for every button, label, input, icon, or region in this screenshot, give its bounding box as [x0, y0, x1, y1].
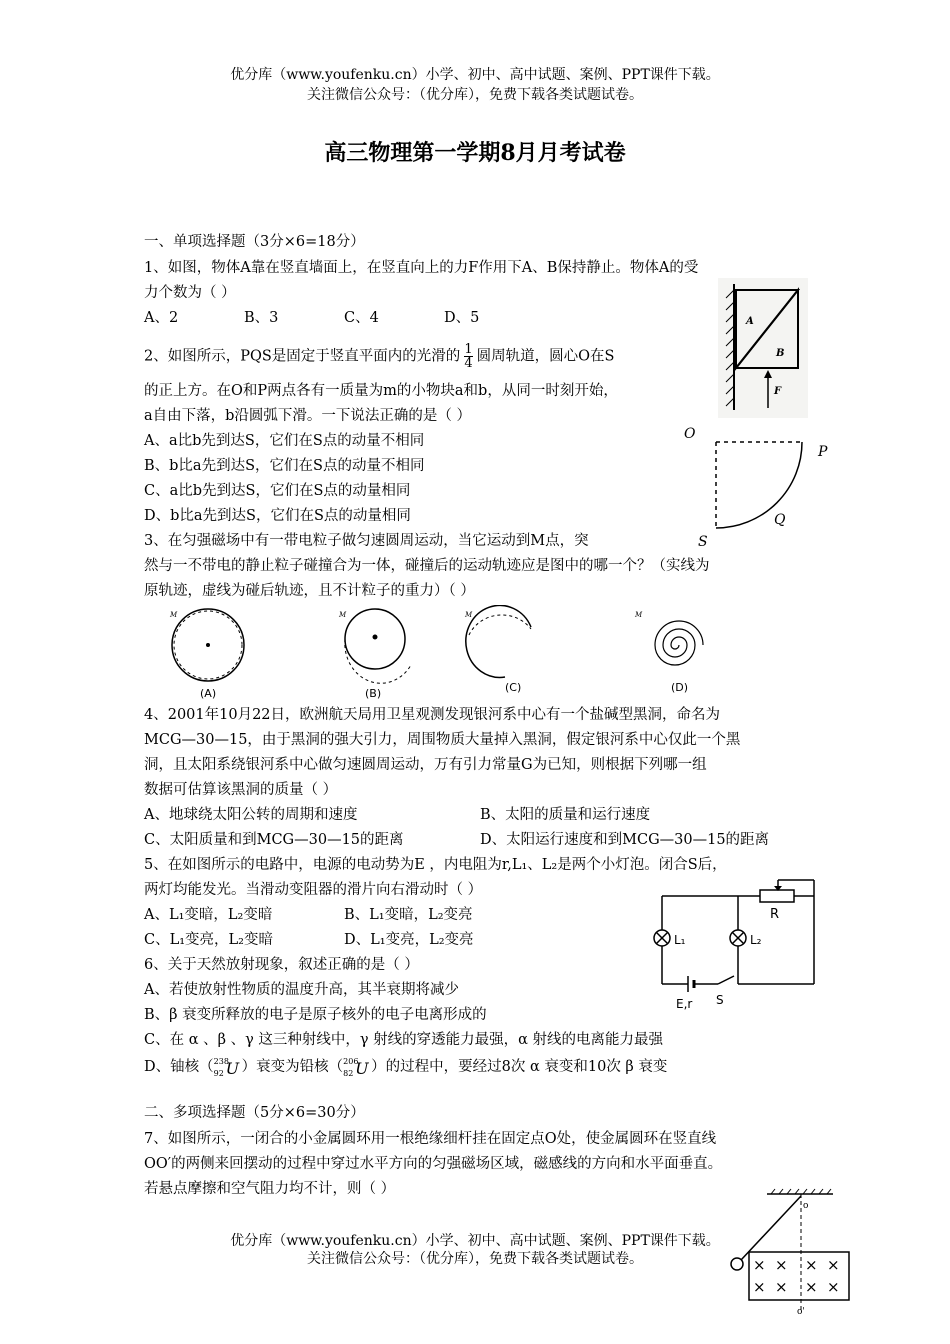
q2-option-c: C、a比b先到达S，它们在S点的动量相同 [144, 483, 411, 499]
q5-label-l1: L₁ [674, 933, 686, 947]
q6-line1: 6、关于天然放射现象，叙述正确的是（ ） [144, 957, 419, 973]
q3-b-m-label: M [339, 611, 347, 619]
q5-option-b: B、L₁变暗，L₂变亮 [344, 907, 473, 923]
lead-nuclide [343, 1057, 371, 1077]
q5-label-l2: L₂ [750, 933, 762, 947]
q5-label-s: S [716, 993, 724, 1007]
q7-line3: 若悬点摩擦和空气阻力均不计，则（ ） [144, 1181, 396, 1197]
q3-figure-d [625, 605, 725, 700]
q2-frac-den: 4 [464, 356, 473, 371]
q1-figure [718, 278, 808, 418]
q2-option-d: D、b比a先到达S，它们在S点的动量相同 [144, 508, 411, 524]
q1-option-a: A、2 [144, 310, 179, 326]
q2-line1-pre: 2、如图所示，PQS是固定于竖直平面内的光滑的 [144, 348, 461, 365]
q1-label-b: B [776, 348, 785, 359]
q7-label-o-top: o [803, 1201, 809, 1211]
q3-label-b: (B) [365, 687, 382, 700]
q6-d-post: ）的过程中，要经过8次 α 衰变和10次 β 衰变 [371, 1059, 668, 1075]
q2-label-s: S [698, 534, 708, 550]
q2-line2: 的正上方。在O和P两点各有一质量为m的小物块a和b，从同一时刻开始， [144, 383, 618, 399]
svg-text:×: × [805, 1278, 818, 1296]
q4-option-b: B、太阳的质量和运行速度 [480, 807, 651, 823]
q7-label-o-bottom: o' [797, 1307, 805, 1316]
q4-option-c: C、太阳质量和到MCG—30—15的距离 [144, 832, 404, 848]
q3-line2: 然与一不带电的静止粒子碰撞合为一体，碰撞后的运动轨迹应是图中的哪一个？（实线为 [144, 558, 710, 574]
q3-c-m-label: M [465, 611, 473, 619]
q2-line1 [144, 343, 614, 370]
q7-figure [725, 1188, 855, 1316]
footer-line-1: 优分库（www.youfenku.cn）小学、初中、高中试题、案例、PPT课件下载。 [230, 1233, 720, 1249]
q6-d-mid: ）衰变为铅核（ [241, 1059, 344, 1075]
q6-option-d [144, 1057, 667, 1077]
header-line-2: 关注微信公众号：（优分库），免费下载各类试题试卷。 [307, 87, 643, 103]
u-symbol: U [225, 1059, 240, 1078]
page-title: 高三物理第一学期8月月考试卷 [324, 140, 626, 166]
svg-text:×: × [805, 1256, 818, 1274]
section1-heading: 一、单项选择题（3分×6=18分） [144, 234, 365, 250]
pb-atomic-number: 82 [343, 1069, 354, 1078]
q4-line3: 洞，且太阳系绕银河系中心做匀速圆周运动，万有引力常量G为已知，则根据下列哪一组 [144, 757, 707, 773]
q3-label-c: (C) [505, 681, 522, 694]
q3-line3: 原轨迹，虚线为碰后轨迹，且不计粒子的重力）（ ） [144, 583, 475, 599]
q2-line1-post: 圆周轨道，圆心O在S [476, 348, 615, 365]
q6-option-a: A、若使放射性物质的温度升高，其半衰期将减少 [144, 982, 459, 998]
q7-line1: 7、如图所示，一闭合的小金属圆环用一根绝缘细杆挂在固定点O处，使金属圆环在竖直线 [144, 1131, 717, 1147]
q5-option-a: A、L₁变暗，L₂变暗 [144, 907, 273, 923]
svg-text:×: × [827, 1256, 840, 1274]
q2-label-o: O [684, 426, 696, 442]
q6-option-b: B、β 衰变所释放的电子是原子核外的电子电离形成的 [144, 1007, 487, 1023]
q2-option-a: A、a比b先到达S，它们在S点的动量不相同 [144, 433, 425, 449]
q4-option-d: D、太阳运行速度和到MCG—30—15的距离 [480, 832, 770, 848]
section2-heading: 二、多项选择题（5分×6=30分） [144, 1105, 365, 1121]
q1-option-d: D、5 [444, 310, 480, 326]
q6-option-c: C、在 α 、β 、γ 这三种射线中，γ 射线的穿透能力最强，α 射线的电离能力最强 [144, 1032, 664, 1048]
footer-line-2: 关注微信公众号：（优分库），免费下载各类试题试卷。 [307, 1251, 643, 1267]
q4-line4: 数据可估算该黑洞的质量（ ） [144, 782, 338, 798]
q1-option-b: B、3 [244, 310, 279, 326]
q2-option-b: B、b比a先到达S，它们在S点的动量不相同 [144, 458, 425, 474]
pb-symbol: U [355, 1059, 369, 1078]
q3-label-d: (D) [671, 681, 689, 694]
u-mass-number: 238 [213, 1057, 229, 1066]
header-line-1: 优分库（www.youfenku.cn）小学、初中、高中试题、案例、PPT课件下载。 [230, 67, 720, 83]
q5-label-r: R [770, 907, 780, 922]
svg-text:×: × [753, 1256, 766, 1274]
q2-label-p: P [818, 444, 828, 460]
q4-line2: MCG—30—15，由于黑洞的强大引力，周围物质大量掉入黑洞，假定银河系中心仅此一个黑 [144, 732, 741, 748]
q7-line2: OO′的两侧来回摆动的过程中穿过水平方向的匀强磁场区域，磁感线的方向和水平面垂直。 [144, 1156, 723, 1172]
q3-a-m-label: M [170, 611, 178, 619]
q2-line3: a自由下落，b沿圆弧下滑。一下说法正确的是（ ） [144, 408, 472, 424]
q1-line2: 力个数为（ ） [144, 285, 236, 301]
q2-label-q: Q [774, 512, 786, 528]
q3-line1: 3、在匀强磁场中有一带电粒子做匀速圆周运动，当它运动到M点，突 [144, 533, 589, 549]
u-atomic-number: 92 [213, 1069, 224, 1078]
q1-option-c: C、4 [344, 310, 379, 326]
q3-figure-b [325, 605, 425, 700]
q1-line1: 1、如图，物体A靠在竖直墙面上，在竖直向上的力F作用下A、B保持静止。物体A的受 [144, 260, 699, 276]
svg-text:×: × [775, 1256, 788, 1274]
q3-label-a: (A) [200, 687, 217, 700]
uranium-nuclide [214, 1057, 242, 1077]
q2-frac-num: 1 [464, 342, 473, 357]
q1-label-f: F [774, 386, 782, 397]
q5-line1: 5、在如图所示的电路中，电源的电动势为E ，内电阻为r,L₁、L₂是两个小灯泡。闭合S后， [144, 857, 727, 873]
svg-text:×: × [775, 1278, 788, 1296]
q5-option-d: D、L₁变亮，L₂变亮 [344, 932, 474, 948]
q3-figure-c [455, 605, 555, 700]
q5-circuit-figure [650, 872, 830, 1017]
q3-figure-a [160, 605, 260, 700]
q2-figure [678, 420, 838, 550]
q5-option-c: C、L₁变亮，L₂变暗 [144, 932, 273, 948]
q3-d-m-label: M [635, 611, 643, 619]
svg-text:×: × [827, 1278, 840, 1296]
svg-text:×: × [753, 1278, 766, 1296]
q4-line1: 4、2001年10月22日，欧洲航天局用卫星观测发现银河系中心有一个盐碱型黑洞，命名为 [144, 707, 721, 723]
q5-label-er: E,r [676, 997, 693, 1011]
q1-label-a: A [746, 316, 754, 327]
pb-mass-number: 206 [343, 1057, 359, 1066]
q6-d-pre: D、铀核（ [144, 1059, 214, 1075]
q5-line2: 两灯均能发光。当滑动变阻器的滑片向右滑动时（ ） [144, 882, 483, 898]
q2-fraction [464, 343, 472, 370]
q4-option-a: A、地球绕太阳公转的周期和速度 [144, 807, 358, 823]
